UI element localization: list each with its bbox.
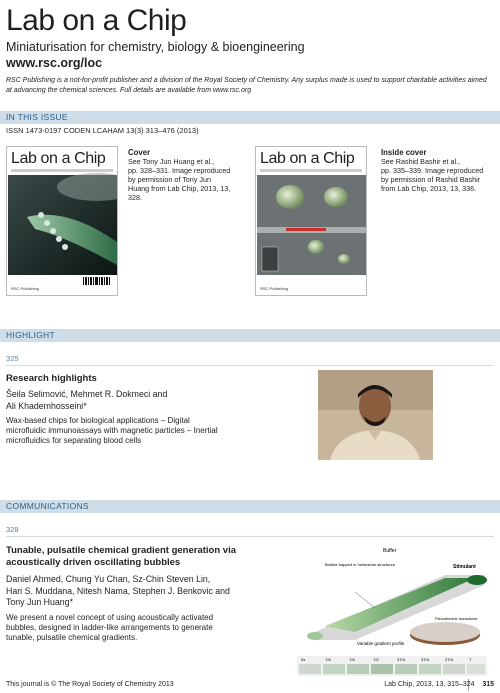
cover-thumb-footer: RSC Publishing — [11, 286, 40, 291]
cover-thumb-title: Lab on a Chip — [11, 150, 106, 167]
inside-cover-image — [256, 147, 367, 296]
footer-page-number: 315 — [482, 681, 494, 688]
inside-cover-caption: Inside cover See Rashid Bashir et al., pp. 335–339. Image reproduced by permission of Rashid Bashir from Lab Chip, 2013, 13, 336. — [381, 148, 496, 193]
timeline-label: T/4 — [325, 657, 331, 662]
toc-graphic — [295, 540, 490, 680]
timeline-label: 0s — [301, 657, 306, 662]
timeline-label: T/2 — [373, 657, 379, 662]
journal-title: Lab on a Chip — [6, 4, 187, 37]
footer-citation — [384, 681, 494, 688]
section-bar-highlight — [0, 329, 500, 342]
inside-cover-thumb-title: Lab on a Chip — [260, 150, 355, 167]
page-number[interactable]: 325 — [6, 354, 19, 363]
timeline-label: T/4 — [349, 657, 355, 662]
graphic-label-buffer: Buffer — [383, 548, 397, 554]
page-number[interactable]: 328 — [6, 525, 19, 534]
article-title-link[interactable]: Research highlights — [6, 373, 97, 384]
rsc-note: RSC Publishing is a not-for-profit publisher and a division of the Royal Society of Chemistry. Any surplus made is used to support charitable activities aimed at advancing the chemical sciences. Full details are available from www.rsc.org — [6, 77, 487, 94]
journal-url-link[interactable]: www.rsc.org/loc — [6, 56, 103, 70]
section-heading: HIGHLIGHT — [6, 330, 55, 340]
footer-citation-text: Lab Chip, 2013, 13, 315–324 — [384, 681, 475, 688]
author-photo — [318, 370, 433, 460]
graphic-label-gradient: Variable gradient profile — [357, 641, 405, 646]
article-abstract: We present a novel concept of using acoustically activated bubbles, designed in ladder-like arrangements to generate tunable, pulsatile chemical gradients. — [6, 613, 214, 642]
divider — [6, 536, 494, 537]
cover-caption: Cover See Tony Jun Huang et al., pp. 328–331. Image reproduced by permission of Tony Jun Huang from Lab Chip, 2013, 13, 328. — [128, 148, 248, 202]
cover-caption-head: Cover — [128, 148, 151, 157]
timeline-label: 3T/4 — [397, 657, 406, 662]
timeline-label: 3T/4 — [421, 657, 430, 662]
graphic-label-stimulant: Stimulant — [453, 564, 476, 570]
timeline-label: T — [469, 657, 472, 662]
section-heading: IN THIS ISSUE — [6, 112, 68, 122]
timeline-label: 2T/4 — [445, 657, 454, 662]
inside-cover-thumb-footer: RSC Publishing — [260, 286, 289, 291]
masthead — [6, 4, 494, 95]
journal-subtitle: Miniaturisation for chemistry, biology & bioengineering — [6, 40, 305, 54]
footer-copyright: This journal is © The Royal Society of Chemistry 2013 — [6, 681, 174, 688]
section-bar-in-this-issue — [0, 111, 500, 124]
article-authors: Daniel Ahmed, Chung Yu Chan, Sz-Chin Steven Lin, Hari S. Muddana, Nitesh Nama, Stephen J. Benkovic and Tony Jun Huang* — [6, 574, 230, 607]
article-authors: Šeila Selimović, Mehmet R. Dokmeci and Ali Khademhosseini* — [6, 389, 168, 411]
section-bar-communications — [0, 500, 500, 513]
cover-image — [7, 147, 118, 296]
issn-line: ISSN 1473-0197 CODEN LCAHAM 13(3) 313–476 (2013) — [6, 126, 199, 135]
article-title-link[interactable]: Tunable, pulsatile chemical gradient generation via acoustically driven oscillating bubbles — [6, 545, 236, 568]
article-abstract: Wax-based chips for biological applications – Digital microfluidic immunoassays with magnetic particles – Inertial microfluidics for separating blood cells — [6, 416, 218, 445]
cover-thumbnail[interactable] — [6, 146, 118, 296]
barcode-icon — [83, 277, 111, 285]
graphic-label-transducer: Piezoelectric transducer — [435, 616, 478, 621]
divider — [6, 365, 494, 366]
inside-cover-caption-head: Inside cover — [381, 148, 427, 157]
graphic-label-bubble: Bubble trapped in horseshoe structures — [325, 562, 395, 567]
inside-cover-thumbnail[interactable] — [255, 146, 367, 296]
section-heading: COMMUNICATIONS — [6, 501, 89, 511]
timeline-strip — [297, 656, 487, 676]
